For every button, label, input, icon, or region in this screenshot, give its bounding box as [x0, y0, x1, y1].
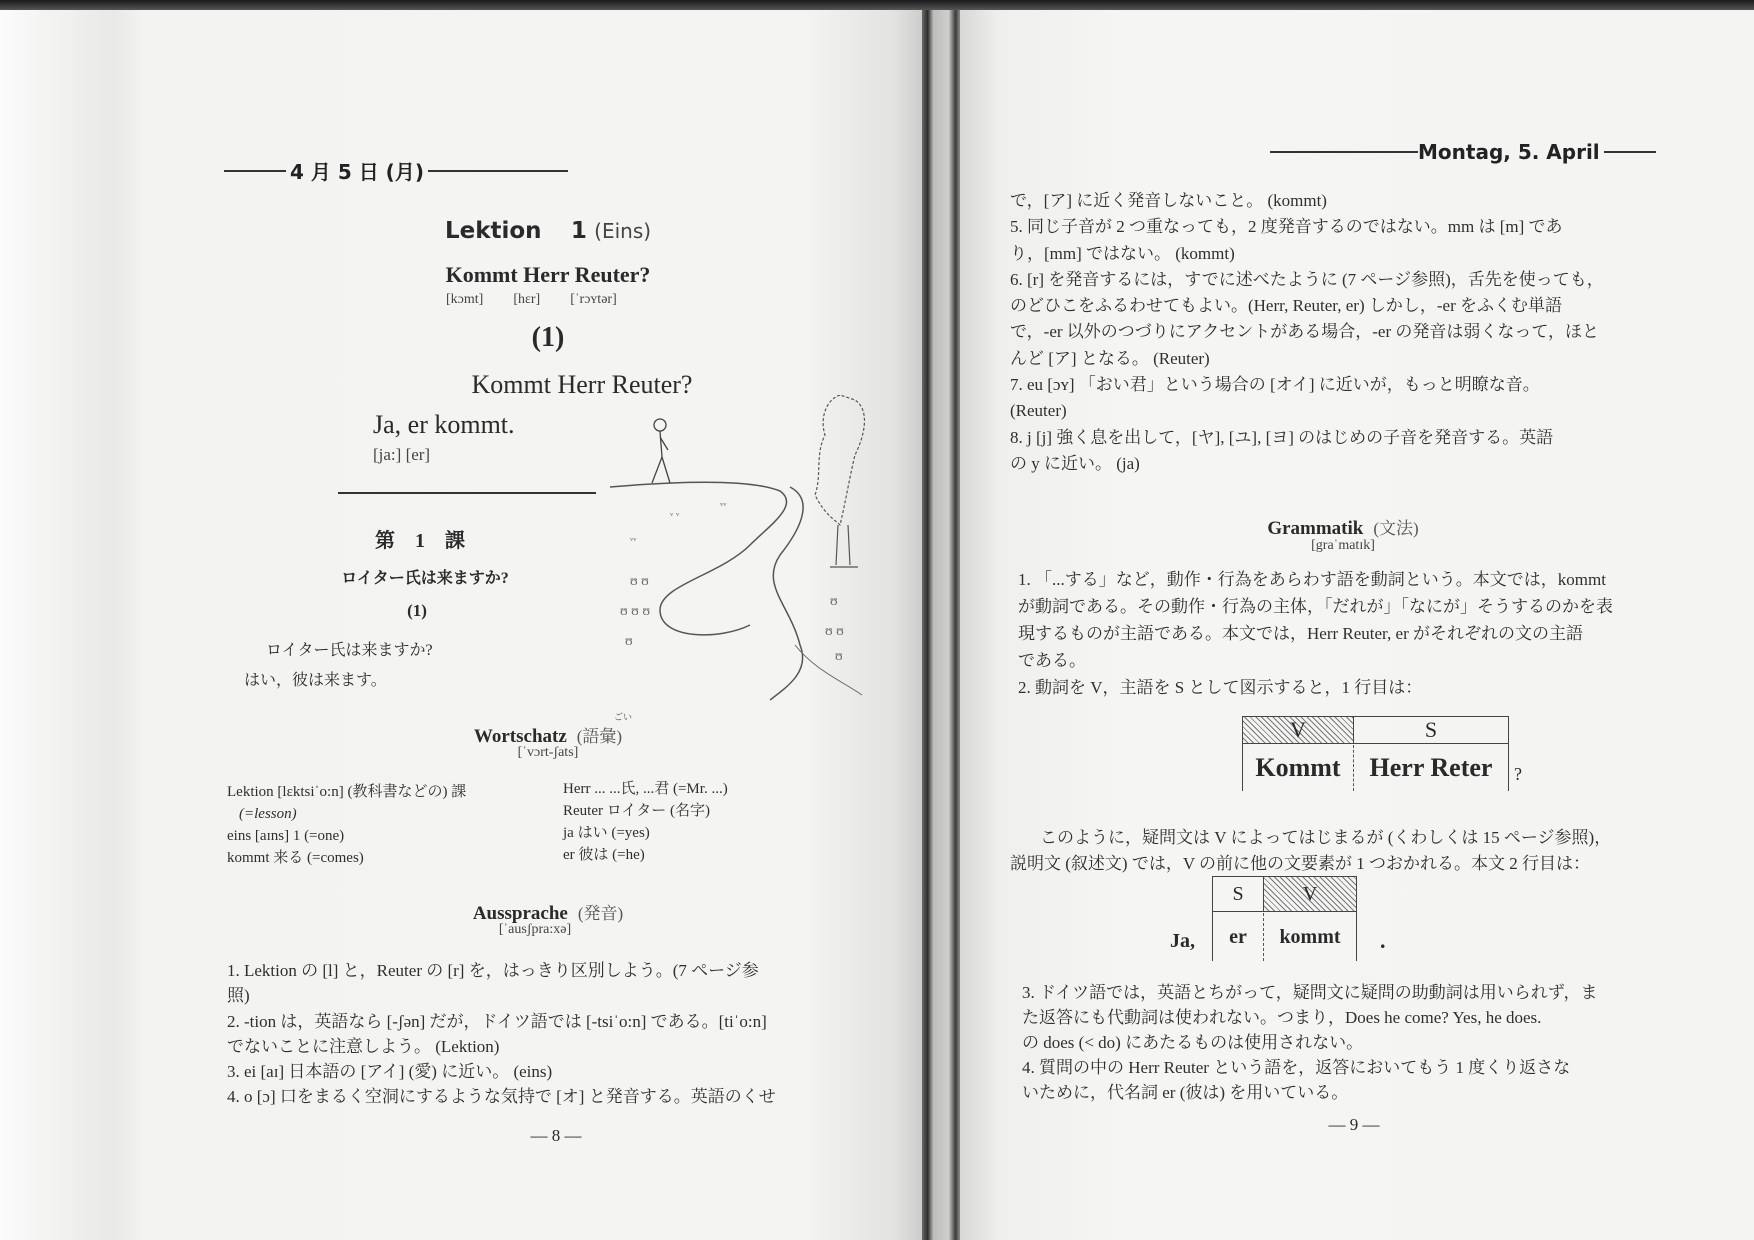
- text-line: 6. [r] を発音するには，すでに述べたように (7 ページ参照)，舌先を使っても，: [1010, 269, 1604, 289]
- book-top-edge: [0, 0, 1754, 10]
- ipa-reuter: [ˈrɔʏtər]: [570, 292, 617, 307]
- header-rule: [1604, 151, 1656, 153]
- text-line: 説明文 (叙述文) では，V の前に他の文要素が 1 つおかれる。本文 2 行目は：: [1010, 854, 1591, 873]
- text-line: 4. o [ɔ] 口をまるく空洞にするような気持で [オ] と発音する。英語のくせ: [227, 1087, 776, 1107]
- text-line: 2. 動詞を V，主語を S として図示すると，1 行目は：: [1018, 678, 1423, 697]
- grammatik-ipa: [graˈmatɪk]: [1311, 538, 1375, 553]
- svg-text:ᵥᵥ: ᵥᵥ: [720, 496, 727, 508]
- text-line: り，[mm] ではない。 (kommt): [1010, 243, 1235, 263]
- vocab-entry: ja はい (=yes): [563, 825, 650, 841]
- text-line: で，[ア] に近く発音しないこと。 (kommt): [1010, 191, 1327, 210]
- wortschatz-ipa: [ˈvɔrt-ʃats]: [517, 745, 579, 760]
- svg-text:ᵥ ᵥ: ᵥ ᵥ: [670, 506, 680, 518]
- section-title-jp: (語彙): [576, 727, 623, 746]
- grammatik-list: [1018, 566, 1613, 701]
- vocab-entry: kommt 来る (=comes): [227, 850, 364, 866]
- vocab-entry: eins [aɪns] 1 (=one): [227, 828, 345, 844]
- text-line: 照): [227, 986, 250, 1006]
- lesson-title: [445, 218, 651, 244]
- tree: [815, 395, 864, 567]
- lesson-title-word: Lektion: [444, 218, 542, 244]
- section-title: Grammatik: [1267, 518, 1364, 539]
- svg-text:ʊ ʊ ʊ: ʊ ʊ ʊ: [620, 604, 651, 619]
- answer-ipa: [ja:] [er]: [373, 445, 431, 464]
- diagram-period: .: [1380, 928, 1386, 953]
- jp-answer: はい，彼は来ます。: [244, 672, 387, 689]
- text-line: いために，代名詞 er (彼は) を用いている。: [1022, 1083, 1349, 1102]
- header-date: Montag, 5. April: [1418, 140, 1600, 164]
- grass-marks: [620, 496, 844, 664]
- vocab-entry: Lektion [lɛktsiˈo:n] (教科書などの) 課: [227, 784, 467, 800]
- text-line: 1. 「...する」など，動作・行為をあらわす語を動詞という。本文では，kommt: [1018, 570, 1606, 589]
- diagram-label-subject: S: [1354, 717, 1508, 744]
- text-line: 1. Lektion の [l] と，Reuter の [r] を，はっきり区別しよう。(7 ページ参: [227, 961, 759, 980]
- diagram-question-mark: ?: [1514, 764, 1522, 784]
- subtitle-ipa: [446, 290, 617, 308]
- lesson-subtitle: Kommt Herr Reuter?: [445, 262, 651, 287]
- jp-lesson-title: 第 1 課: [375, 530, 465, 552]
- vocab-column-2: [563, 778, 728, 866]
- svg-text:ʊ: ʊ: [625, 634, 633, 649]
- scanner-margin: [0, 10, 112, 1240]
- dialogue-question: Kommt Herr Reuter?: [471, 370, 693, 399]
- lesson-number: 1: [570, 218, 587, 244]
- svg-text:ʊ: ʊ: [835, 649, 843, 664]
- ruby-reading: ごい: [614, 712, 633, 722]
- header-rule: [224, 170, 286, 172]
- text-line: た返答にも代動詞は使われない。つまり，Does he come? Yes, he does.: [1022, 1008, 1542, 1027]
- jp-subtitle: ロイター氏は来ますか?: [341, 570, 509, 587]
- text-line: が動詞である。その動作・行為の主体，「だれが」「なにが」そうするのかを表: [1018, 597, 1613, 616]
- text-line: でないことに注意しよう。 (Lektion): [227, 1036, 500, 1056]
- right-page-header: [1270, 140, 1656, 164]
- svg-text:ʊ: ʊ: [830, 594, 838, 609]
- text-line: このように，疑問文は V によってはじまるが (くわしくは 15 ページ参照)，: [1040, 828, 1612, 847]
- walking-man-illustration: [600, 395, 880, 705]
- text-line: 4. 質問の中の Herr Reuter という語を，返答においてもう 1 度くり返さな: [1022, 1058, 1571, 1077]
- page-number: — 8 —: [530, 1126, 582, 1145]
- dialogue-answer: Ja, er kommt.: [373, 410, 515, 439]
- svg-text:ʊ ʊ: ʊ ʊ: [630, 574, 649, 589]
- lesson-number-word: (Eins): [594, 219, 652, 243]
- text-line: で，-er 以外のつづりにアクセントがある場合，-er の発音は弱くなって，ほと: [1010, 322, 1600, 342]
- text-line: んど [ア] となる。 (Reuter): [1010, 348, 1210, 368]
- text-line: の y に近い。 (ja): [1010, 453, 1140, 473]
- svg-text:ʊ ʊ: ʊ ʊ: [825, 624, 844, 639]
- left-page-header: [224, 156, 568, 185]
- jp-question: ロイター氏は来ますか?: [266, 642, 433, 659]
- vocab-entry: Herr ... ...氏, ...君 (=Mr. ...): [563, 781, 728, 797]
- grammatik-end: [1022, 980, 1597, 1105]
- section-title-jp: (文法): [1373, 519, 1419, 538]
- header-rule: [1270, 151, 1418, 153]
- section-title-jp: (発音): [577, 904, 624, 923]
- text-line: 3. ドイツ語では，英語とちがって，疑問文に疑問の助動詞は用いられず，ま: [1022, 983, 1598, 1002]
- text-line: の does (< do) にあたるものは使用されない。: [1022, 1033, 1364, 1052]
- header-rule: [428, 170, 568, 172]
- aussprache-continued: [1010, 188, 1604, 477]
- sentence-diagram-question: [1242, 716, 1509, 791]
- diagram-word-subject: er: [1213, 913, 1264, 961]
- vocab-entry: Reuter ロイター (名字): [563, 803, 711, 819]
- book-spine: [922, 10, 960, 1240]
- diagram-label-verb: V: [1243, 717, 1354, 744]
- text-line: 8. j [j] 強く息を出して，[ヤ], [ユ], [ヨ] のはじめの子音を発音する。英語: [1010, 427, 1554, 447]
- diagram-lead-word: Ja,: [1170, 930, 1195, 952]
- text-line: 7. eu [ɔʏ] 「おい君」という場合の [オイ] に近いが，もっと明瞭な音。: [1010, 375, 1540, 395]
- text-line: (Reuter): [1010, 401, 1067, 421]
- text-line: 5. 同じ子音が 2 つ重なっても，2 度発音するのではない。mm は [m] であ: [1010, 217, 1563, 237]
- svg-text:ᵥᵥ: ᵥᵥ: [630, 531, 637, 543]
- person-figure: [652, 419, 670, 483]
- vocab-column-1: [227, 781, 466, 869]
- page-number: — 9 —: [1328, 1115, 1380, 1134]
- diagram-label-verb: V: [1264, 877, 1356, 912]
- ipa-herr: [hɛr]: [513, 292, 541, 307]
- part-number: (1): [531, 322, 565, 353]
- grammatik-heading: [1267, 514, 1418, 540]
- diagram-word-verb: Kommt: [1243, 745, 1354, 791]
- text-line: である。: [1018, 651, 1086, 670]
- jp-part-number: (1): [407, 601, 427, 620]
- header-date: 4 月 5 日 (月): [290, 160, 424, 184]
- vocab-entry: er 彼は (=he): [563, 847, 645, 863]
- text-line: 3. ei [aɪ] 日本語の [アイ] (愛) に近い。 (eins): [227, 1062, 553, 1082]
- aussprache-list: [227, 958, 776, 1110]
- text-line: 現するものが主語である。本文では，Herr Reuter, er がそれぞれの文の主語: [1018, 624, 1583, 643]
- divider-line: [338, 492, 596, 494]
- text-line: 2. -tion は，英語なら [-ʃən] だが，ドイツ語では [-tsiˈo:n] である。[tiˈo:n]: [227, 1011, 767, 1031]
- sentence-diagram-statement: [1212, 876, 1357, 961]
- grammatik-middle: [1010, 825, 1611, 877]
- aussprache-ipa: [ˈausʃpra:xə]: [498, 922, 572, 937]
- section-title: Aussprache: [472, 903, 568, 924]
- diagram-word-subject: Herr Reter: [1369, 753, 1493, 782]
- diagram-label-subject: S: [1213, 877, 1264, 912]
- diagram-word-verb: kommt: [1264, 913, 1357, 961]
- text-line: のどひこをふるわせてもよい。(Herr, Reuter, er) しかし，-er をふくむ単語: [1010, 296, 1562, 316]
- vocab-entry: (=lesson): [239, 806, 297, 822]
- ipa-kommt: [kɔmt]: [446, 292, 484, 307]
- section-title: Wortschatz: [473, 726, 567, 747]
